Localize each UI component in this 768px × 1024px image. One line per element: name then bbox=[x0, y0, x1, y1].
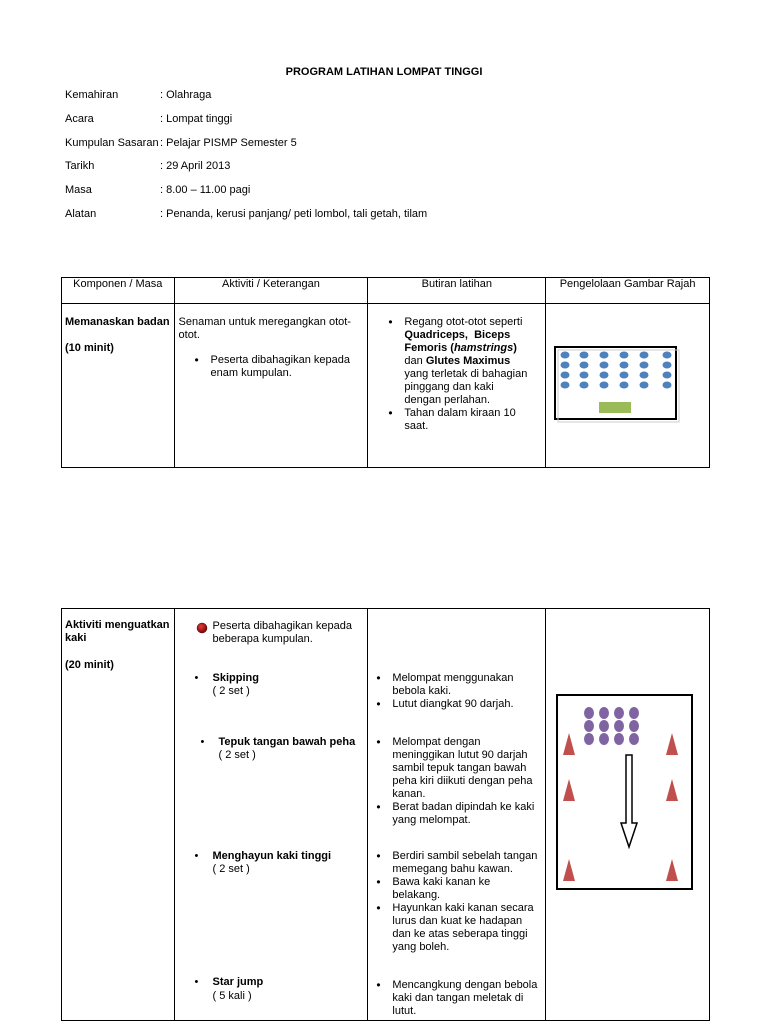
list-item: • Peserta dibahagikan kepada enam kumpulan. bbox=[175, 354, 364, 380]
participant-dot bbox=[663, 382, 672, 389]
list-item: • Melompat menggunakan bebola kaki. bbox=[356, 672, 538, 698]
activity-text: Senaman untuk meregangkan otot-otot. bbox=[178, 316, 351, 341]
participant-dot bbox=[600, 352, 609, 359]
activity-reps: ( 2 set ) bbox=[212, 685, 250, 697]
info-value: : 29 April 2013 bbox=[160, 160, 231, 172]
list-item: • Berat badan dipindah ke kaki yang melompat. bbox=[356, 801, 538, 827]
participant-dot bbox=[584, 720, 594, 732]
header-component: Komponen / Masa bbox=[62, 278, 175, 304]
list-item: • Melompat dengan meninggikan lutut 90 darjah sambil tepuk tangan bawah peha kiri diikuti dengan peha kanan. bbox=[356, 736, 538, 801]
component-time: (20 minit) bbox=[65, 659, 114, 671]
info-label: Tarikh bbox=[65, 160, 95, 172]
info-label: Alatan bbox=[65, 208, 97, 220]
participant-dots bbox=[584, 707, 639, 745]
participant-dot bbox=[599, 720, 609, 732]
info-value: : Pelajar PISMP Semester 5 bbox=[160, 137, 297, 149]
activity-cell bbox=[174, 304, 368, 468]
participant-dot bbox=[561, 352, 570, 359]
detail-bold: Glutes Maximus bbox=[425, 355, 511, 367]
cone-marker bbox=[563, 779, 575, 801]
participant-dot bbox=[640, 372, 649, 379]
list-item: • Berdiri sambil sebelah tangan memegang bahu kawan. bbox=[356, 850, 538, 876]
participant-dot bbox=[620, 382, 629, 389]
detail-text: Regang otot-otot seperti bbox=[404, 316, 523, 328]
training-table-warmup bbox=[61, 277, 710, 468]
arrow-down-icon bbox=[621, 755, 637, 847]
participant-dot bbox=[584, 707, 594, 719]
participant-dot bbox=[620, 372, 629, 379]
cone-marker bbox=[563, 733, 575, 755]
cone-markers bbox=[563, 733, 678, 881]
detail-bold: Biceps Femoris bbox=[404, 329, 511, 354]
participant-dot bbox=[580, 352, 589, 359]
participant-dot bbox=[561, 382, 570, 389]
activity-name: Tepuk tangan bawah peha bbox=[218, 736, 356, 748]
diagram-cell bbox=[546, 609, 710, 1021]
intro-text: Peserta dibahagikan kepada beberapa kumpulan. bbox=[212, 620, 352, 645]
component-cell bbox=[62, 609, 175, 1021]
red-dot-icon bbox=[196, 622, 208, 634]
training-table-leg-strength bbox=[61, 608, 710, 1021]
component-name: Aktiviti menguatkan kaki bbox=[65, 619, 170, 644]
info-label: Acara bbox=[65, 113, 94, 125]
leg-strength-diagram bbox=[546, 609, 709, 1021]
activity-reps: ( 2 set ) bbox=[212, 863, 250, 875]
participant-dot bbox=[614, 733, 624, 745]
table-header-row bbox=[62, 278, 710, 304]
cone-marker bbox=[563, 859, 575, 881]
list-item: • Mencangkung dengan bebola kaki dan tangan meletak di lutut. bbox=[356, 979, 538, 1018]
participant-dot bbox=[600, 372, 609, 379]
participant-dot bbox=[600, 382, 609, 389]
participant-dot bbox=[580, 372, 589, 379]
header-diagram: Pengelolaan Gambar Rajah bbox=[546, 278, 710, 304]
participant-dot bbox=[561, 362, 570, 369]
participant-dot bbox=[614, 707, 624, 719]
participant-dot bbox=[599, 733, 609, 745]
participant-dot bbox=[663, 362, 672, 369]
info-value: : Penanda, kerusi panjang/ peti lombol, tali getah, tilam bbox=[160, 208, 428, 220]
table-row bbox=[62, 609, 710, 1021]
participant-dot bbox=[663, 372, 672, 379]
component-time: (10 minit) bbox=[65, 342, 114, 354]
participant-dot bbox=[584, 733, 594, 745]
participant-dot bbox=[600, 362, 609, 369]
diagram-cell bbox=[546, 304, 710, 468]
header-activity: Aktiviti / Keterangan bbox=[174, 278, 368, 304]
cone-marker bbox=[666, 779, 678, 801]
participant-dot bbox=[640, 352, 649, 359]
participant-dot bbox=[580, 362, 589, 369]
mat bbox=[599, 402, 631, 413]
warmup-diagram bbox=[546, 304, 709, 468]
cone-marker bbox=[666, 859, 678, 881]
details-cell bbox=[368, 304, 546, 468]
detail-bold: Quadriceps, bbox=[404, 329, 468, 341]
details-cell bbox=[368, 609, 546, 1021]
activity-reps: ( 2 set ) bbox=[218, 749, 256, 761]
participant-dots bbox=[561, 352, 672, 389]
cone-marker bbox=[666, 733, 678, 755]
info-label: Kumpulan Sasaran bbox=[65, 137, 159, 149]
participant-dot bbox=[580, 382, 589, 389]
activity-cell: Peserta dibahagikan kepada beberapa kumpulan. • Skipping ( 2 set ) • Tepuk tangan bawah peha ( 2 set ) • Menghayun kaki tinggi ( 2 set ) • Star jump ( 5 kali ) bbox=[174, 609, 368, 1021]
participant-dot bbox=[620, 362, 629, 369]
list-item: • Lutut diangkat 90 darjah. bbox=[356, 698, 538, 711]
participant-dot bbox=[640, 382, 649, 389]
page-title: PROGRAM LATIHAN LOMPAT TINGGI bbox=[285, 66, 483, 78]
component-name: Memanaskan badan bbox=[65, 316, 170, 328]
activity-reps: ( 5 kali ) bbox=[212, 990, 252, 1002]
participant-dot bbox=[561, 372, 570, 379]
component-cell bbox=[62, 304, 175, 468]
participant-dot bbox=[599, 707, 609, 719]
info-label: Kemahiran bbox=[65, 89, 119, 101]
info-value: : 8.00 – 11.00 pagi bbox=[160, 184, 251, 196]
list-item: • Tahan dalam kiraan 10 saat. bbox=[368, 407, 533, 433]
list-item: • Hayunkan kaki kanan secara lurus dan kuat ke hadapan dan ke atas seberapa tinggi yang boleh. bbox=[356, 902, 538, 954]
participant-dot bbox=[629, 720, 639, 732]
activity-name: Menghayun kaki tinggi bbox=[212, 850, 332, 862]
participant-dot bbox=[614, 720, 624, 732]
detail-text: dan bbox=[404, 355, 423, 367]
activity-name: Star jump bbox=[212, 976, 264, 988]
participant-dot bbox=[640, 362, 649, 369]
participant-dot bbox=[663, 352, 672, 359]
header-details: Butiran latihan bbox=[368, 278, 546, 304]
table-row bbox=[62, 304, 710, 468]
activity-name: Skipping bbox=[212, 672, 259, 684]
info-label: Masa bbox=[65, 184, 92, 196]
list-item: • Regang otot-otot seperti Quadriceps, Biceps Femoris (hamstrings) dan Glutes Maximus yang terletak di bahagian pinggang dan kaki dengan perlahan. bbox=[368, 316, 533, 407]
detail-text: yang terletak di bahagian pinggang dan kaki dengan perlahan. bbox=[404, 368, 528, 406]
list-item: • Bawa kaki kanan ke belakang. bbox=[356, 876, 538, 902]
detail-italic: hamstrings bbox=[453, 342, 514, 354]
participant-dot bbox=[629, 733, 639, 745]
info-value: : Lompat tinggi bbox=[160, 113, 233, 125]
info-value: : Olahraga bbox=[160, 89, 212, 101]
participant-dot bbox=[620, 352, 629, 359]
participant-dot bbox=[629, 707, 639, 719]
